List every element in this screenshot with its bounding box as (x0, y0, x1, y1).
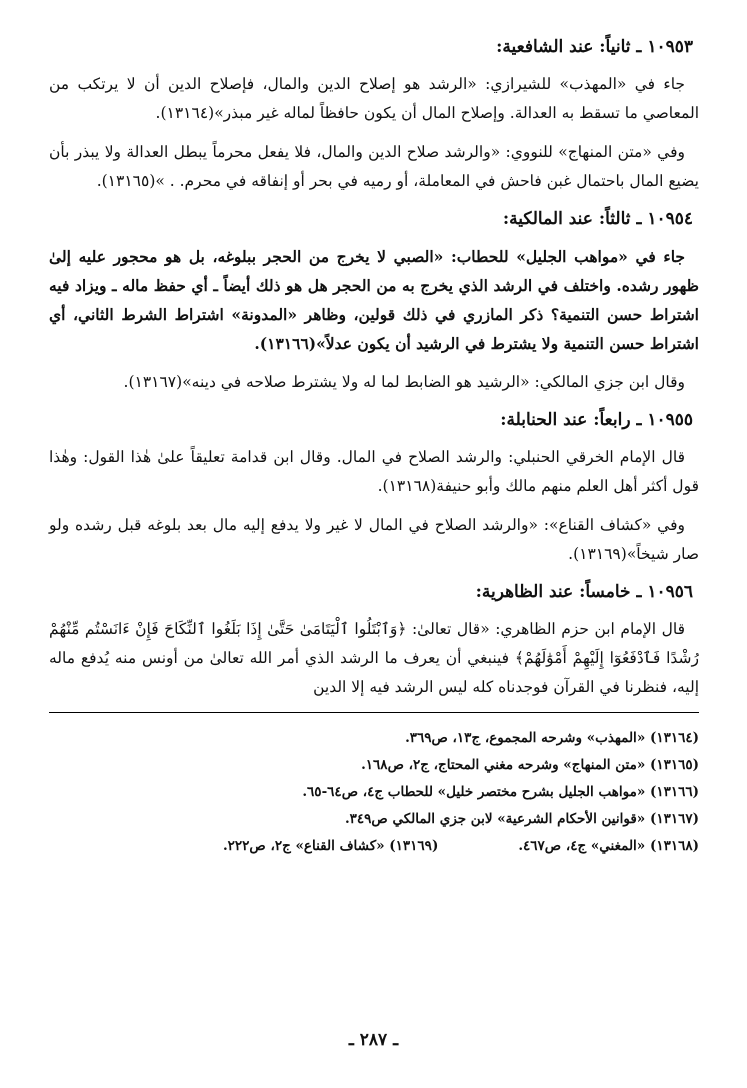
footnote-13168: (١٣١٦٨) «المغني» ج٤، ص٤٦٧. (518, 838, 699, 854)
paragraph-muhadhdhab: جاء في «المهذب» للشيرازي: «الرشد هو إصلاح الدين والمال، فإصلاح الدين أن لا يرتكب من المعاصي ما تسقط به العدالة. وإصلاح المال أن يكون حافظاً لماله غير مبذر»(١٣١٦٤). (49, 75, 699, 122)
paragraph-ibn-hazm: قال الإمام ابن حزم الظاهري: «قال تعالىٰ: ﴿وَٱبْتَلُوا ٱلْيَتَامَىٰ حَتَّىٰ إِذَا بَلَغُوا ٱلنِّكَاحَ فَإِنْ ءَانَسْتُم مِّنْهُمْ رُشْدًا فَٱدْفَعُوٓا إِلَيْهِمْ أَمْوَٰلَهُمْ﴾ فينبغي أن يعرف ما الرشد الذي أمر الله تعالىٰ من أونس منه يُدفع ماله إليه، فنظرنا في القرآن فوجدناه كله ليس الرشد فيه إلا الدين (49, 620, 699, 696)
section-heading-zahiri: ١٠٩٥٦ ـ خامساً: عند الظاهرية: (475, 582, 693, 602)
paragraph-mawahib: جاء في «مواهب الجليل» للحطاب: «الصبي لا يخرج من الحجر ببلوغه، بل هو محجور عليه إلىٰ ظهور رشده. واختلف في الرشد الذي يخرج به من الحجر هل هو ذلك أيضاً ـ أي حفظ ماله ـ ويزاد فيه اشتراط حسن التنمية؟ ذكر المازري في ذلك قولين، وظاهر «المدونة» اشتراط الشرط الثاني، أي اشتراط حسن التنمية ولا يشترط في الرشيد أن يكون عدلاً»(١٣١٦٦). (49, 247, 699, 353)
paragraph-minhaj: وفي «متن المنهاج» للنووي: «والرشد صلاح الدين والمال، فلا يفعل محرماً يبطل العدالة ولا يبذر بأن يضيع المال باحتمال غبن فاحش في المعاملة، أو رميه في بحر أو إنفاقه في محرم. . »(١٣١٦٥). (49, 143, 699, 190)
footnote-13169: (١٣١٦٩) «كشاف القناع» ج٢، ص٢٢٢. (222, 838, 439, 854)
section-heading-hanbali: ١٠٩٥٥ ـ رابعاً: عند الحنابلة: (500, 410, 693, 430)
footnote-13166: (١٣١٦٦) «مواهب الجليل بشرح مختصر خليل» للحطاب ج٤، ص٦٤-٦٥. (302, 784, 699, 800)
section-heading-maliki: ١٠٩٥٤ ـ ثالثاً: عند المالكية: (502, 209, 693, 229)
paragraph-khiraqi: قال الإمام الخرقي الحنبلي: والرشد الصلاح في المال. وقال ابن قدامة تعليقاً علىٰ هٰذا القول: وهٰذا قول أكثر أهل العلم منهم مالك وأبو حنيفة(١٣١٦٨). (49, 448, 699, 495)
footnote-row (49, 833, 699, 860)
footnote-13164: (١٣١٦٤) «المهذب» وشرحه المجموع، ج١٣، ص٣٦٩. (405, 730, 699, 746)
paragraph-kashshaf: وفي «كشاف القناع»: «والرشد الصلاح في المال لا غير ولا يدفع إليه مال بعد بلوغه قبل رشده ولو صار شيخاً»(١٣١٦٩). (49, 516, 699, 563)
paragraph-ibn-juzay: وقال ابن جزي المالكي: «الرشيد هو الضابط لما له ولا يشترط صلاحه في دينه»(١٣١٦٧). (123, 373, 685, 391)
page-body (49, 34, 699, 860)
page-number: ـ ٢٨٧ ـ (348, 1030, 399, 1050)
footnote-13165: (١٣١٦٥) «متن المنهاج» وشرحه مغني المحتاج، ج٢، ص١٦٨. (361, 757, 699, 773)
section-heading-shafii: ١٠٩٥٣ ـ ثانياً: عند الشافعية: (496, 37, 693, 57)
footnote-separator (49, 712, 699, 713)
footnote-13167: (١٣١٦٧) «قوانين الأحكام الشرعية» لابن جزي المالكي ص٣٤٩. (344, 811, 699, 827)
